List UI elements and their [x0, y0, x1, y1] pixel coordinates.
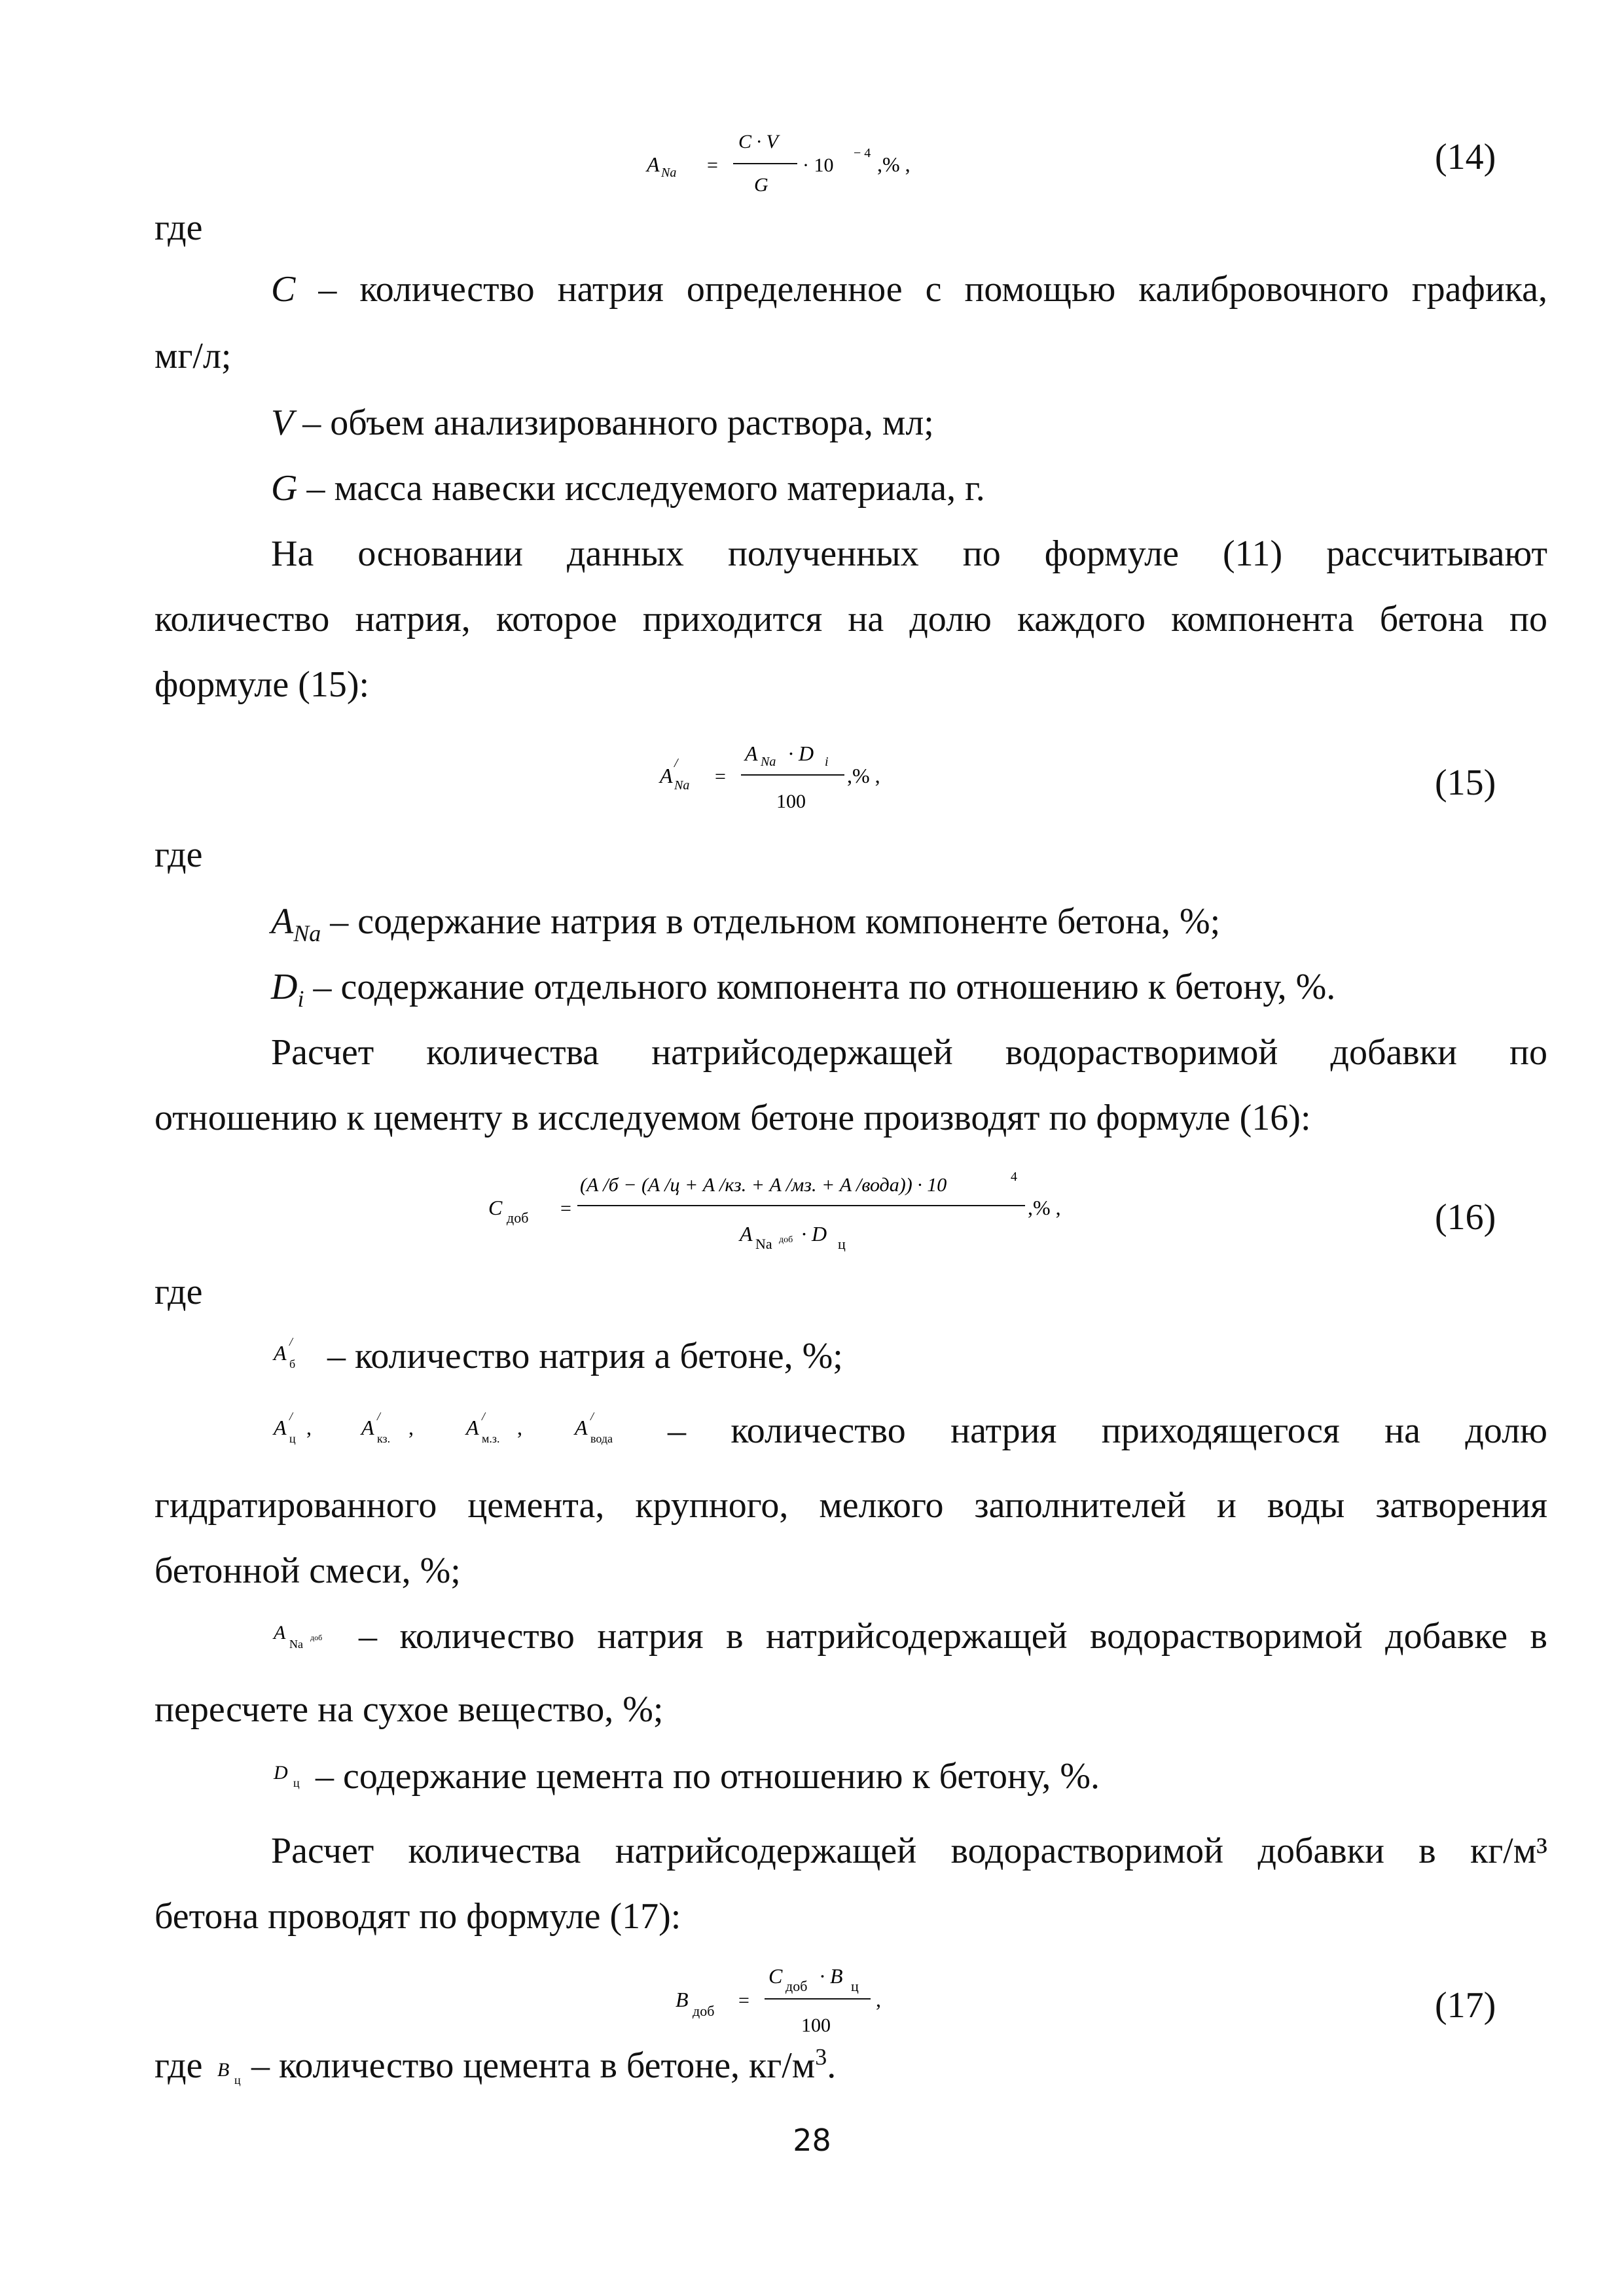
sym-A-kz-prime: / [377, 1410, 381, 1423]
p5a-w0: – [359, 1616, 377, 1657]
f16-den-D-sub: ц [838, 1236, 846, 1252]
f17-num-C: C [768, 1964, 783, 1988]
para6-line2: бетона проводят по формуле (17): [154, 1896, 681, 1937]
f16-num: (A /б − (A /ц + A /кз. + A /мз. + A /вода)) · 10 [580, 1174, 947, 1196]
f16-eq: = [560, 1198, 571, 1219]
sym-D-c-sub: ц [293, 1776, 300, 1789]
formula-15 [655, 733, 956, 828]
sym-B-c-sub: ц [234, 2073, 241, 2087]
formula-14 [641, 124, 956, 219]
p5-w1: количество [731, 1410, 906, 1451]
sym-A-voda-prime: / [590, 1410, 594, 1423]
para2-line1 [271, 535, 1547, 572]
sym-A-b-svg [268, 1327, 308, 1373]
p6-w0: Расчет [271, 1831, 374, 1871]
sym-A-b-prime: / [289, 1335, 293, 1348]
p4l1-w4: добавки [1330, 1032, 1457, 1073]
p2l2-w4: на [848, 599, 884, 639]
f15-num-i: i [825, 755, 829, 769]
f16-lhs-sub: доб [507, 1210, 529, 1226]
def-C-w6: калибровочного [1138, 269, 1389, 310]
p6-w2: натрийсодержащей [615, 1831, 917, 1871]
equation-number-14: (14) [1435, 137, 1496, 177]
def-Alist-line1 [668, 1412, 1547, 1449]
f16-lhs: C [488, 1196, 503, 1219]
p4l1-w5: по [1509, 1032, 1547, 1073]
p2l1-w6: (11) [1222, 533, 1283, 574]
sym-A-mz: A [466, 1416, 479, 1439]
equation-number-15: (15) [1435, 762, 1496, 803]
formula-16-svg [478, 1158, 1132, 1263]
p2l1-w3: полученных [727, 533, 919, 574]
def-ANa-text: – содержание натрия в отдельном компоненте бетона, %; [321, 901, 1221, 942]
def-Bc-sup: 3 [815, 2043, 827, 2070]
f14-den: G [754, 174, 768, 196]
p2l2-w2: которое [496, 599, 617, 639]
p2l2-w6: каждого [1017, 599, 1146, 639]
def-Bc [251, 2043, 837, 2086]
sym-A-kz-sub: кз. [377, 1432, 391, 1445]
p2l2-w5: долю [909, 599, 992, 639]
p2l2-w1: натрия, [355, 599, 471, 639]
f15-unit: ,% , [847, 764, 880, 787]
f14-lhs: A [647, 152, 660, 176]
def-ANa-sub: Na [293, 920, 321, 947]
formula-17 [668, 1957, 929, 2052]
def-C-symbol: C [271, 269, 296, 310]
equation-number-16: (16) [1435, 1197, 1496, 1238]
sym-A-b [268, 1327, 308, 1376]
comma-1: , [306, 1416, 312, 1439]
f15-lhs-prime: / [674, 756, 678, 770]
p5-w4: на [1384, 1410, 1420, 1451]
def-Bc-end: . [827, 2045, 837, 2086]
f15-den: 100 [776, 791, 806, 812]
para2-line2 [154, 601, 1547, 637]
sym-A-Na-dob-A: A [274, 1622, 286, 1643]
f17-lhs: B [676, 1988, 689, 2011]
def-Alist-line3: бетонной смеси, %; [154, 1551, 461, 1591]
p5a-w3: в [726, 1616, 744, 1657]
sym-A-Na-dob-svg [268, 1611, 353, 1657]
def-C-w1: количество [359, 269, 535, 310]
f15-eq: = [715, 766, 726, 787]
def-Di-symbol: D [271, 967, 298, 1007]
def-V-symbol: V [271, 403, 294, 443]
def-C-w5: помощью [964, 269, 1116, 310]
def-Alist-line2: гидратированного цемента, крупного, мелкого заполнителей и воды затворения [154, 1485, 1547, 1526]
sym-A-b-sub: б [289, 1357, 296, 1371]
p5-w2: натрия [950, 1410, 1057, 1451]
f16-den-D: · D [801, 1222, 827, 1246]
f17-num-B-sub: ц [851, 1978, 859, 1994]
para2-line3: формуле (15): [154, 664, 370, 705]
f16-den-sub: Na [755, 1236, 772, 1252]
sym-A-c-prime: / [289, 1410, 293, 1423]
p4l1-w1: количества [426, 1032, 600, 1073]
p5a-w6: добавке [1385, 1616, 1508, 1657]
formula-14-svg [641, 124, 956, 216]
p2l2-w0: количество [154, 599, 330, 639]
p6-w6: кг/м³ [1470, 1831, 1547, 1871]
p4l1-w3: водорастворимой [1005, 1032, 1278, 1073]
p2l2-w3: приходится [642, 599, 823, 639]
f15-num-sub: Na [761, 755, 776, 769]
f15-num-A: A [745, 742, 758, 765]
def-ANa-symbol: A [271, 901, 294, 942]
p5-w3: приходящегося [1101, 1410, 1340, 1451]
p2l2-w7: компонента [1171, 599, 1354, 639]
def-Ab-text: – количество натрия а бетоне, %; [327, 1336, 843, 1376]
def-C-w0: – [318, 269, 337, 310]
sym-A-mz-sub: м.з. [482, 1432, 500, 1445]
def-G-text: – масса навески исследуемого материала, г. [297, 468, 985, 509]
formula-17-svg [668, 1957, 929, 2049]
f15-lhs: A [660, 764, 673, 787]
sym-A-Na-dob [268, 1611, 353, 1660]
para4-line1 [271, 1034, 1547, 1071]
def-ANadob-line1 [359, 1618, 1547, 1655]
def-Dc-text: – содержание цемента по отношению к бетону, %. [316, 1756, 1100, 1797]
sym-A-list-svg [268, 1401, 674, 1453]
f14-eq: = [707, 154, 718, 176]
def-C-w2: натрия [557, 269, 664, 310]
sym-A-list [268, 1401, 674, 1456]
p6-w4: добавки [1257, 1831, 1384, 1871]
def-C-line1 [271, 271, 1547, 308]
p4l1-w2: натрийсодержащей [651, 1032, 953, 1073]
p5a-w2: натрия [597, 1616, 704, 1657]
p6-w5: в [1418, 1831, 1436, 1871]
p5a-w4: натрийсодержащей [766, 1616, 1068, 1657]
def-Di-sub: i [297, 986, 304, 1013]
para4-line2: отношению к цементу в исследуемом бетоне производят по формуле (16): [154, 1098, 1311, 1138]
p2l1-w7: рассчитывают [1326, 533, 1547, 574]
p2l2-w8: бетона [1379, 599, 1484, 639]
f17-unit: , [876, 1988, 881, 2011]
para6-line1 [271, 1833, 1547, 1869]
sym-A-Na-dob-subsub: доб [310, 1633, 323, 1642]
def-C-w7: графика, [1411, 269, 1547, 310]
p5a-w1: количество [399, 1616, 575, 1657]
sym-A-mz-prime: / [482, 1410, 486, 1423]
sym-A-c: A [274, 1416, 287, 1439]
equation-number-17: (17) [1435, 1985, 1496, 2026]
p5a-w5: водорастворимой [1090, 1616, 1363, 1657]
def-V-text: – объем анализированного раствора, мл; [293, 403, 934, 443]
sym-A-Na-dob-sub: Na [289, 1638, 303, 1651]
def-ANa [271, 901, 1221, 947]
f14-lhs-sub: Na [661, 166, 677, 180]
f14-unit: ,% , [877, 152, 911, 176]
def-Di-text: – содержание отдельного компонента по отношению к бетону, %. [304, 967, 1336, 1007]
def-C-w4: с [925, 269, 942, 310]
f15-lhs-sub: Na [674, 778, 690, 793]
p2l1-w4: по [962, 533, 1001, 574]
sym-D-c [268, 1754, 321, 1797]
comma-2: , [408, 1416, 414, 1439]
f14-exp: − 4 [854, 146, 871, 160]
p6-w1: количества [408, 1831, 581, 1871]
f16-exp: 4 [1011, 1170, 1017, 1184]
f16-unit: ,% , [1028, 1196, 1061, 1219]
f14-tail: · 10 [803, 154, 834, 176]
f16-den-A: A [740, 1222, 753, 1246]
formula-16 [478, 1158, 1132, 1266]
def-Bc-text: – количество цемента в бетоне, кг/м [251, 2045, 816, 2086]
f14-num: C · V [738, 131, 778, 152]
p6-w3: водорастворимой [950, 1831, 1224, 1871]
p4l1-w0: Расчет [271, 1032, 374, 1073]
where-label-2: где [154, 834, 203, 875]
f17-eq: = [738, 1990, 749, 2011]
formula-15-svg [655, 733, 956, 825]
page-number: 28 [793, 2123, 831, 2158]
sym-A-kz: A [361, 1416, 374, 1439]
def-C-w3: определенное [686, 269, 903, 310]
f15-num-D: · D [788, 742, 814, 765]
def-C-line2: мг/л; [154, 336, 232, 376]
where-label-3: где [154, 1272, 203, 1312]
p5a-w7: в [1530, 1616, 1547, 1657]
where-label-4: где [154, 2045, 203, 2086]
p2l2-w9: по [1509, 599, 1547, 639]
f17-num-B: · B [820, 1964, 843, 1988]
def-ANadob-line2: пересчете на сухое вещество, %; [154, 1689, 664, 1730]
where-label-1: где [154, 207, 203, 248]
comma-3: , [517, 1416, 522, 1439]
def-G-symbol: G [271, 468, 298, 509]
f17-lhs-sub: доб [693, 2003, 715, 2019]
sym-A-b-A: A [274, 1341, 287, 1365]
p5-w0: – [668, 1410, 686, 1451]
f17-den: 100 [801, 2015, 831, 2036]
f17-num-sub: доб [785, 1978, 808, 1994]
p2l1-w5: формуле [1044, 533, 1179, 574]
def-G [271, 470, 985, 507]
sym-A-voda-sub: вода [590, 1432, 613, 1445]
p2l1-w2: данных [567, 533, 684, 574]
p5-w5: долю [1465, 1410, 1547, 1451]
sym-B-c-B: B [217, 2059, 230, 2081]
sym-A-c-sub: ц [289, 1432, 296, 1445]
def-V [271, 404, 934, 441]
sym-D-c-D: D [274, 1762, 288, 1784]
f16-den-subsub: доб [779, 1235, 793, 1245]
sym-A-voda: A [575, 1416, 588, 1439]
p2l1-w0: На [271, 533, 314, 574]
sym-D-c-svg [268, 1754, 321, 1793]
p2l1-w1: основании [357, 533, 523, 574]
def-Di [271, 967, 1336, 1013]
